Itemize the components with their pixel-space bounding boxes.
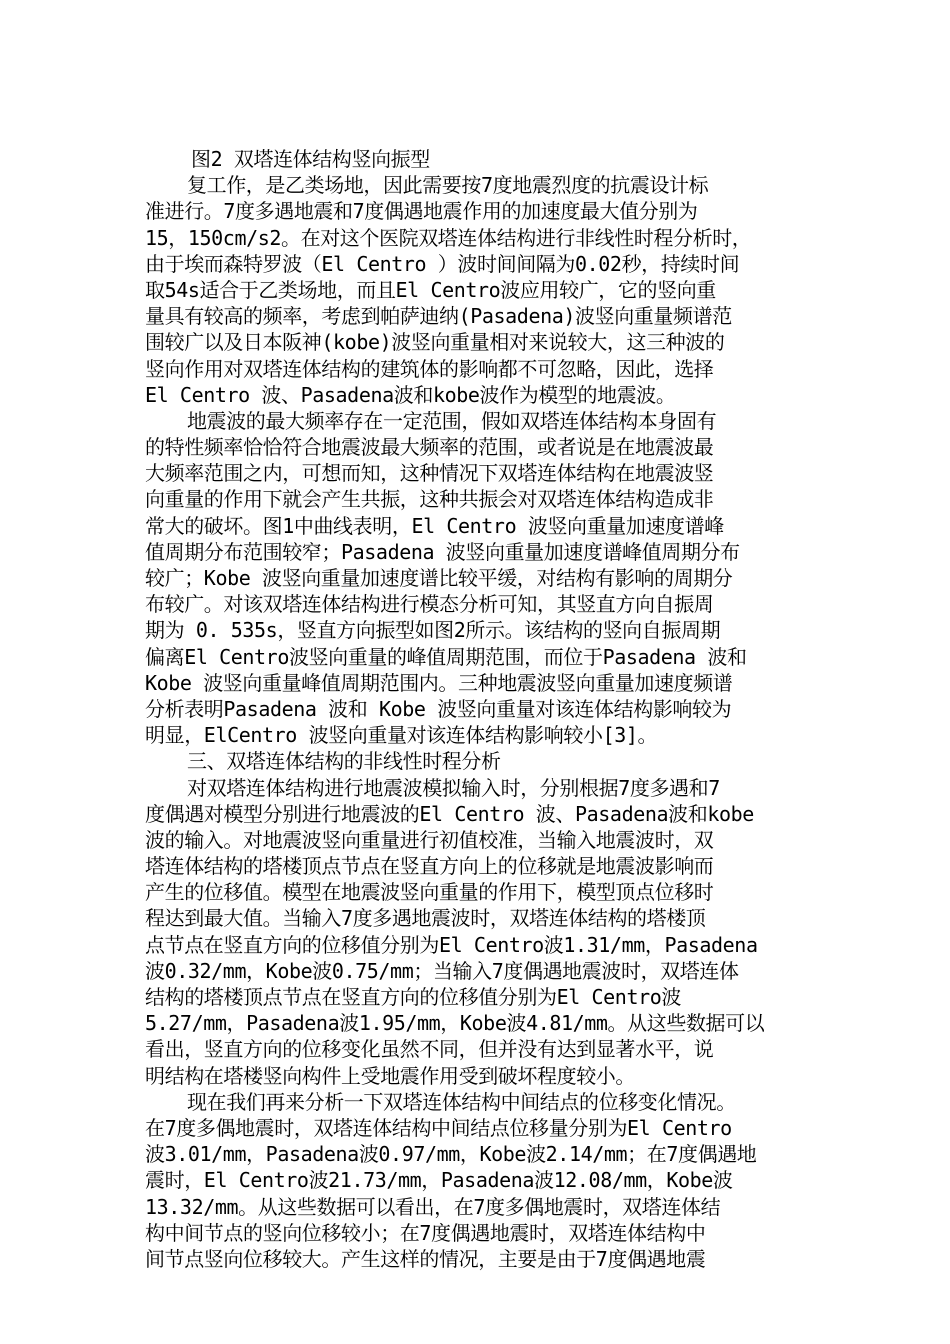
text-line: 大频率范围之内，可想而知，这种情况下双塔连体结构在地震波竖 (145, 461, 714, 486)
text-line: 准进行。7度多遇地震和7度偶遇地震作用的加速度最大值分别为 (145, 199, 698, 224)
paragraph-frequency-analysis (145, 408, 809, 748)
text-line: 竖向作用对双塔连体结构的建筑体的影响都不可忽略，因此，选择 (145, 356, 714, 381)
text-line: 对双塔连体结构进行地震波模拟输入时，分别根据7度多遇和7 (187, 775, 720, 800)
text-line: 围较广以及日本阪神(kobe)波竖向重量相对来说较大，这三种波的 (145, 330, 725, 355)
text-line: 度偶遇对模型分别进行地震波的El Centro 波、Pasadena波和kobe (145, 801, 754, 826)
text-line: 波的输入。对地震波竖向重量进行初值校准，当输入地震波时，双 (145, 827, 714, 852)
text-line: 常大的破坏。图1中曲线表明，El Centro 波竖向重量加速度谱峰 (145, 513, 724, 538)
text-line: 看出，竖直方向的位移变化虽然不同，但并没有达到显著水平，说 (145, 1037, 714, 1062)
section-title: 三、双塔连体结构的非线性时程分析 (187, 749, 501, 774)
text-line: 现在我们再来分析一下双塔连体结构中间结点的位移变化情况。 (187, 1089, 736, 1114)
text-line: 布较广。对该双塔连体结构进行模态分析可知，其竖直方向自振周 (145, 592, 714, 617)
text-line: 复工作，是乙类场地，因此需要按7度地震烈度的抗震设计标 (187, 173, 709, 198)
text-line: El Centro 波、Pasadena波和kobe波作为模型的地震波。 (145, 382, 676, 407)
document-page (145, 146, 809, 1272)
text-line: Kobe 波竖向重量峰值周期范围内。三种地震波竖向重量加速度频谱 (145, 670, 733, 695)
text-line: 期为 0. 535s，竖直方向振型如图2所示。该结构的竖向自振周期 (145, 618, 721, 643)
text-line: 震时，El Centro波21.73/mm，Pasadena波12.08/mm，Kobe波 (145, 1168, 733, 1193)
text-line: 明显，ElCentro 波竖向重量对该连体结构影响较小[3]。 (145, 723, 658, 748)
text-line: 产生的位移值。模型在地震波竖向重量的作用下，模型顶点位移时 (145, 880, 714, 905)
text-line: 5.27/mm，Pasadena波1.95/mm，Kobe波4.81/mm。从这些数据可以 (145, 1011, 765, 1036)
text-line: 波0.32/mm，Kobe波0.75/mm；当输入7度偶遇地震波时，双塔连体 (145, 958, 739, 983)
text-line: 13.32/mm。从这些数据可以看出，在7度多偶地震时，双塔连体结 (145, 1194, 721, 1219)
text-line: 取54s适合于乙类场地，而且El Centro波应用较广，它的竖向重 (145, 277, 716, 302)
text-line: 间节点竖向位移较大。产生这样的情况，主要是由于7度偶遇地震 (145, 1246, 706, 1271)
text-line: 波3.01/mm，Pasadena波0.97/mm，Kobe波2.14/mm；在7度偶遇地 (145, 1142, 757, 1167)
text-line: 由于埃而森特罗波（El Centro ）波时间间隔为0.02秒，持续时间 (145, 251, 740, 276)
text-line: 在7度多偶地震时，双塔连体结构中间结点位移量分别为El Centro (145, 1115, 732, 1140)
text-line: 15，150cm/s2。在对这个医院双塔连体结构进行非线性时程分析时， (145, 225, 752, 250)
text-line: 塔连体结构的塔楼顶点节点在竖直方向上的位移就是地震波影响而 (145, 854, 714, 879)
paragraph-tower-top-displacement (145, 775, 809, 1089)
text-line: 值周期分布范围较窄；Pasadena 波竖向重量加速度谱峰值周期分布 (145, 539, 740, 564)
text-line: 明结构在塔楼竖向构件上受地震作用受到破坏程度较小。 (145, 1063, 635, 1088)
figure-caption: 图2 双塔连体结构竖向振型 (191, 147, 430, 171)
text-line: 构中间节点的竖向位移较小；在7度偶遇地震时，双塔连体结构中 (145, 1220, 706, 1245)
section-heading (145, 748, 809, 774)
text-line: 向重量的作用下就会产生共振，这种共振会对双塔连体结构造成非 (145, 487, 714, 512)
text-line: 结构的塔楼顶点节点在竖直方向的位移值分别为El Centro波 (145, 985, 681, 1009)
text-line: 程达到最大值。当输入7度多遇地震波时，双塔连体结构的塔楼顶 (145, 906, 706, 931)
text-line: 偏离El Centro波竖向重量的峰值周期范围，而位于Pasadena 波和 (145, 644, 747, 669)
text-line: 较广；Kobe 波竖向重量加速度谱比较平缓，对结构有影响的周期分 (145, 566, 733, 590)
text-line: 点节点在竖直方向的位移值分别为El Centro波1.31/mm，Pasadena (145, 932, 758, 957)
text-line: 地震波的最大频率存在一定范围，假如双塔连体结构本身固有 (187, 408, 717, 433)
text-line: 分析表明Pasadena 波和 Kobe 波竖向重量对该连体结构影响较为 (145, 696, 732, 721)
text-line: 的特性频率恰恰符合地震波最大频率的范围，或者说是在地震波最 (145, 435, 714, 460)
paragraph-middle-node-displacement (145, 1089, 809, 1272)
text-line: 量具有较高的频率，考虑到帕萨迪纳(Pasadena)波竖向重量频谱范 (145, 304, 732, 329)
paragraph-ground-motion-selection (145, 172, 809, 408)
